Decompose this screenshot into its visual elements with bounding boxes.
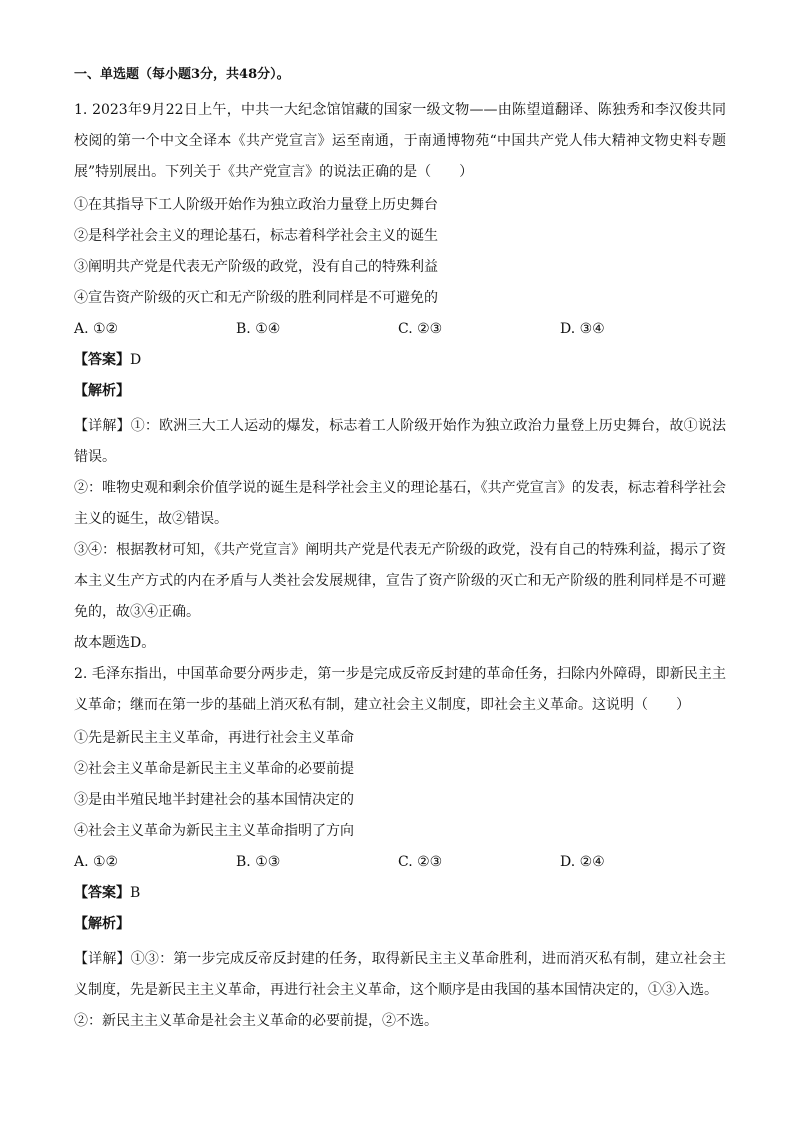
detail-paragraph: 【详解】①③：第一步完成反帝反封建的任务，取得新民主主义革命胜利，进而消灭私有制，建立社会主义制度，先是新民主主义革命，再进行社会主义革命，这个顺序是由我国的基本国情决定的，①③入选。 <box>74 951 726 998</box>
choice-row <box>74 851 726 873</box>
answer-label: 【答案】 <box>74 885 130 901</box>
option-line: ②是科学社会主义的理论基石，标志着科学社会主义的诞生 <box>74 228 438 244</box>
answer-value: B <box>130 885 141 901</box>
option-line: ①先是新民主主义革命，再进行社会主义革命 <box>74 730 354 746</box>
question-1 <box>74 95 726 659</box>
detail-paragraph: ②：新民主主义革命是社会主义革命的必要前提，②不选。 <box>74 1013 438 1029</box>
detail-paragraph: 【详解】①：欧洲三大工人运动的爆发，标志着工人阶级开始作为独立政治力量登上历史舞台，故①说法错误。 <box>74 418 726 465</box>
detail-paragraph: ②：唯物史观和剩余价值学说的诞生是科学社会主义的理论基石，《共产党宣言》的发表，标志着科学社会主义的诞生，故②错误。 <box>74 480 726 527</box>
document-content <box>74 64 726 1037</box>
answer-value: D <box>130 352 142 368</box>
option-line: ④社会主义革命为新民主主义革命指明了方向 <box>74 823 354 839</box>
section-title: 一、单选题（每小题3分，共48分）。 <box>74 67 290 82</box>
answer-label: 【答案】 <box>74 352 130 368</box>
detail-paragraph: 故本题选D。 <box>74 635 156 651</box>
choice-d: D. ③④ <box>560 321 605 337</box>
option-line: ④宣告资产阶级的灭亡和无产阶级的胜利同样是不可避免的 <box>74 290 438 306</box>
choice-a: A. ①② <box>74 854 119 870</box>
analysis-label: 【解析】 <box>74 916 130 932</box>
option-line: ③阐明共产党是代表无产阶级的政党，没有自己的特殊利益 <box>74 259 438 275</box>
choice-c: C. ②③ <box>398 854 443 870</box>
answer-line <box>74 882 726 904</box>
detail-paragraph: ③④：根据教材可知，《共产党宣言》阐明共产党是代表无产阶级的政党，没有自己的特殊利益，揭示了资本主义生产方式的内在矛盾与人类社会发展规律，宣告了资产阶级的灭亡和无产阶级的胜利同样是不可避免的，故③④正确。 <box>74 542 726 620</box>
option-line: ②社会主义革命是新民主主义革命的必要前提 <box>74 761 354 777</box>
choice-row <box>74 318 726 340</box>
analysis-label: 【解析】 <box>74 383 130 399</box>
answer-line <box>74 349 726 371</box>
choice-d: D. ②④ <box>560 854 605 870</box>
question-stem: 1. 2023年9月22日上午，中共一大纪念馆馆藏的国家一级文物——由陈望道翻译、陈独秀和李汉俊共同校阅的第一个中文全译本《共产党宣言》运至南通，于南通博物苑“中国共产党人伟大精神文物史料专题展”特别展出。下列关于《共产党宣言》的说法正确的是（ ） <box>74 102 726 180</box>
option-line: ①在其指导下工人阶级开始作为独立政治力量登上历史舞台 <box>74 197 438 213</box>
option-line: ③是由半殖民地半封建社会的基本国情决定的 <box>74 792 354 808</box>
choice-a: A. ①② <box>74 321 119 337</box>
question-stem: 2. 毛泽东指出，中国革命要分两步走，第一步是完成反帝反封建的革命任务，扫除内外障碍，即新民主主义革命；继而在第一步的基础上消灭私有制，建立社会主义制度，即社会主义革命。这说明（ ） <box>74 666 726 713</box>
choice-b: B. ①④ <box>236 321 281 337</box>
question-2 <box>74 659 726 1037</box>
choice-b: B. ①③ <box>236 854 281 870</box>
choice-c: C. ②③ <box>398 321 443 337</box>
